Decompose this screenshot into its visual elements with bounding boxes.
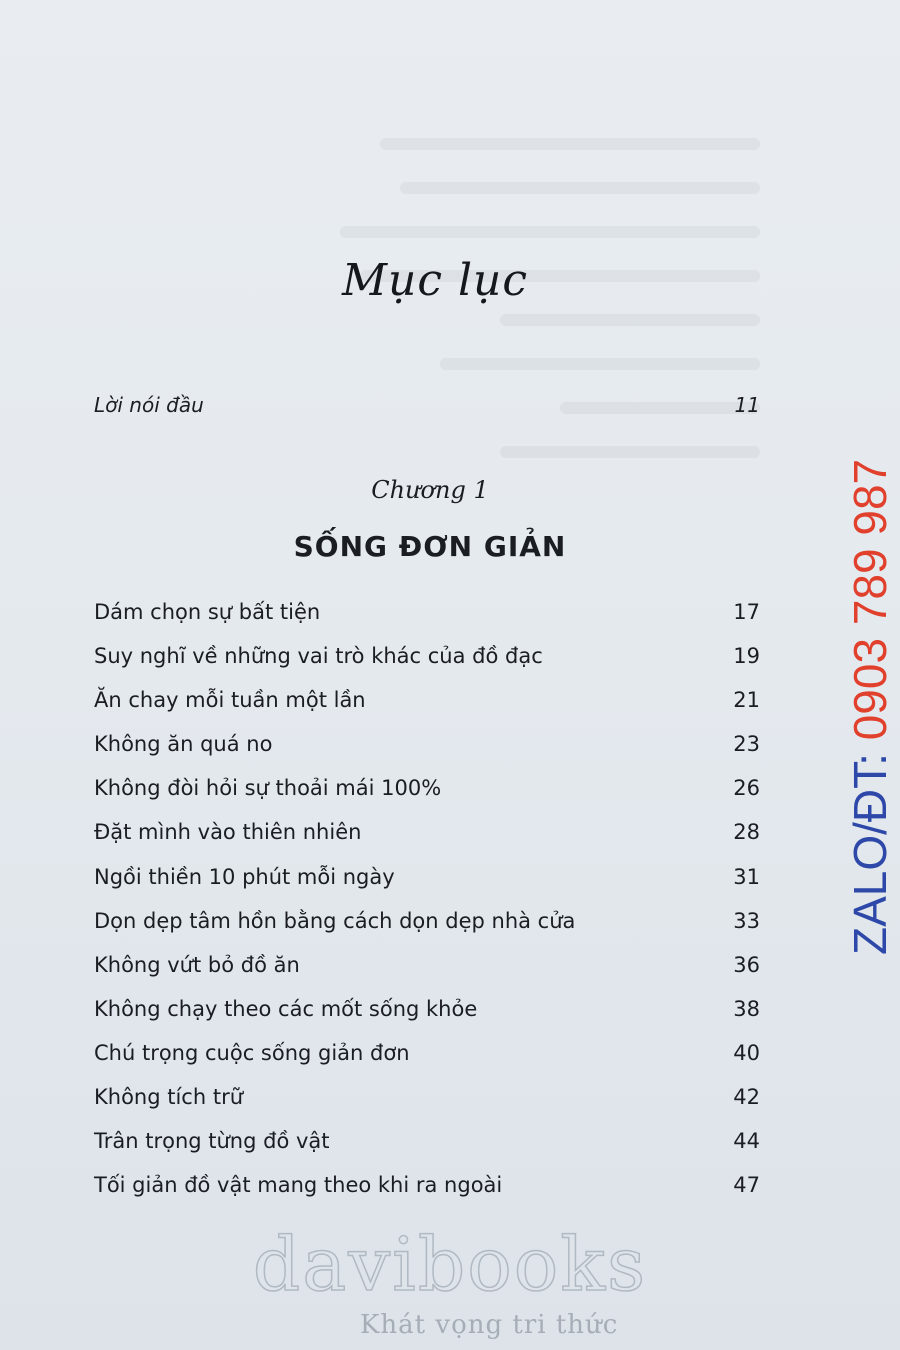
- toc-preface-page: 11: [734, 393, 760, 417]
- toc-entry[interactable]: [94, 997, 760, 1041]
- toc-entry-label: Không đòi hỏi sự thoải mái 100%: [94, 776, 442, 801]
- toc-preface-label: Lời nói đầu: [94, 393, 204, 417]
- toc-entry-page: 31: [733, 864, 760, 889]
- toc-entry[interactable]: [94, 1041, 760, 1085]
- toc-entry-page: 17: [733, 600, 760, 624]
- toc-entry[interactable]: [94, 644, 760, 688]
- toc-entry-label: Suy nghĩ về những vai trò khác của đồ đạc: [94, 644, 543, 669]
- toc-entry[interactable]: [94, 600, 760, 644]
- toc-entry-page: 26: [733, 776, 760, 801]
- toc-entry[interactable]: [94, 909, 760, 953]
- watermark-brand: davibooks: [252, 1222, 648, 1308]
- toc-entry-page: 21: [733, 688, 760, 713]
- toc-entry[interactable]: [94, 1129, 760, 1173]
- toc-entry-label: Đặt mình vào thiên nhiên: [94, 820, 362, 845]
- toc-entry-page: 40: [733, 1040, 760, 1065]
- toc-entry-label: Chú trọng cuộc sống giản đơn: [94, 1040, 410, 1065]
- toc-entry[interactable]: [94, 1173, 760, 1217]
- toc-entry[interactable]: [94, 953, 760, 997]
- toc-entry-page: 42: [733, 1085, 760, 1110]
- toc-entry-page: 19: [733, 644, 760, 669]
- toc-entry[interactable]: [94, 1085, 760, 1129]
- toc-entry[interactable]: [94, 732, 760, 776]
- toc-entry[interactable]: [94, 865, 760, 909]
- toc-entry-label: Không tích trữ: [94, 1085, 244, 1110]
- toc-entry-page: 23: [733, 732, 760, 757]
- toc-entry-page: 28: [733, 820, 760, 845]
- page-title: Mục lục: [341, 255, 529, 306]
- toc-entry-label: Không ăn quá no: [94, 732, 273, 757]
- toc-entry-label: Không vứt bỏ đồ ăn: [94, 952, 300, 977]
- chapter-label: Chương 1: [371, 476, 489, 504]
- contact-label: ZALO/ĐT:: [844, 740, 896, 955]
- watermark-slogan: Khát vọng tri thức: [360, 1310, 619, 1340]
- contact-phone: 0903 789 987: [844, 458, 896, 741]
- toc-entry-label: Ăn chay mỗi tuần một lần: [94, 688, 366, 713]
- toc-entry-page: 33: [733, 908, 760, 933]
- toc-entry-label: Dám chọn sự bất tiện: [94, 600, 321, 624]
- toc-entry-label: Tối giản đồ vật mang theo khi ra ngoài: [94, 1173, 503, 1198]
- toc-entry-page: 38: [733, 996, 760, 1021]
- contact-banner: [838, 400, 894, 960]
- toc-entry[interactable]: [94, 776, 760, 820]
- toc-entry[interactable]: [94, 820, 760, 864]
- toc-list: [94, 600, 760, 1217]
- chapter-title: SỐNG ĐƠN GIẢN: [293, 530, 567, 563]
- toc-entry-page: 36: [733, 952, 760, 977]
- toc-entry-label: Không chạy theo các mốt sống khỏe: [94, 996, 478, 1021]
- toc-preface[interactable]: [94, 393, 760, 417]
- toc-entry-label: Dọn dẹp tâm hồn bằng cách dọn dẹp nhà cửa: [94, 908, 576, 933]
- toc-entry[interactable]: [94, 688, 760, 732]
- toc-entry-label: Ngồi thiền 10 phút mỗi ngày: [94, 864, 395, 889]
- toc-entry-page: 47: [733, 1173, 760, 1198]
- contact-banner-text: [842, 395, 898, 955]
- toc-entry-page: 44: [733, 1129, 760, 1154]
- toc-entry-label: Trân trọng từng đồ vật: [94, 1129, 330, 1154]
